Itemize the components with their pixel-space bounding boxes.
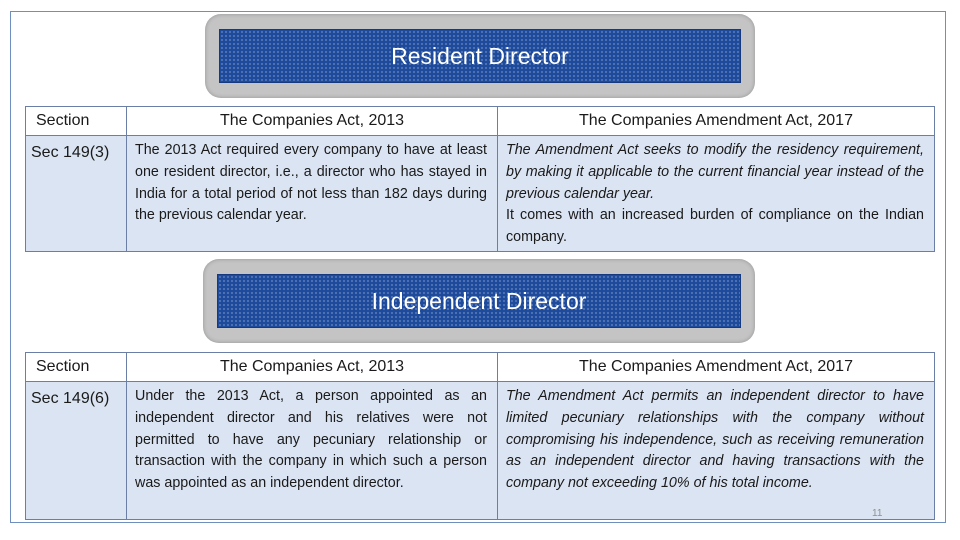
- banner-resident-director: [205, 14, 755, 98]
- act-2017-paragraph: The Amendment Act permits an independent director to have limited pecuniary relationships with the company without compromising his independence, such as receiving remuneration as an independent director and having transactions with the company not exceeding 10% of his total income.: [506, 388, 924, 492]
- banner-title: Resident Director: [219, 29, 741, 83]
- act-2013-text: The 2013 Act required every company to have at least one resident director, i.e., a director who has stayed in India for a total period of not less than 182 days during the previous calendar year.: [127, 136, 498, 252]
- banner-title: Independent Director: [217, 274, 741, 328]
- act-2017-text: [498, 136, 935, 252]
- page-number: 11: [872, 508, 883, 519]
- table-row: [26, 382, 935, 520]
- header-act-2017: The Companies Amendment Act, 2017: [498, 353, 935, 382]
- table-row: [26, 136, 935, 252]
- header-section: Section: [26, 353, 127, 382]
- header-act-2017: The Companies Amendment Act, 2017: [498, 107, 935, 136]
- section-number: Sec 149(3): [26, 136, 127, 252]
- act-2017-text: [498, 382, 935, 520]
- header-act-2013: The Companies Act, 2013: [127, 353, 498, 382]
- act-2017-paragraph: It comes with an increased burden of compliance on the Indian company.: [506, 207, 924, 246]
- table-header-row: [26, 107, 935, 136]
- independent-director-table: [25, 352, 935, 520]
- banner-independent-director: [203, 259, 755, 343]
- act-2013-text: Under the 2013 Act, a person appointed as an independent director and his relatives were not permitted to have any pecuniary relationship or transaction with the company in which such a person was appointed as an independent director.: [127, 382, 498, 520]
- section-number: Sec 149(6): [26, 382, 127, 520]
- header-act-2013: The Companies Act, 2013: [127, 107, 498, 136]
- table-header-row: [26, 353, 935, 382]
- resident-director-table: [25, 106, 935, 252]
- act-2017-paragraph: The Amendment Act seeks to modify the residency requirement, by making it applicable to the current financial year instead of the previous calendar year.: [506, 142, 924, 202]
- header-section: Section: [26, 107, 127, 136]
